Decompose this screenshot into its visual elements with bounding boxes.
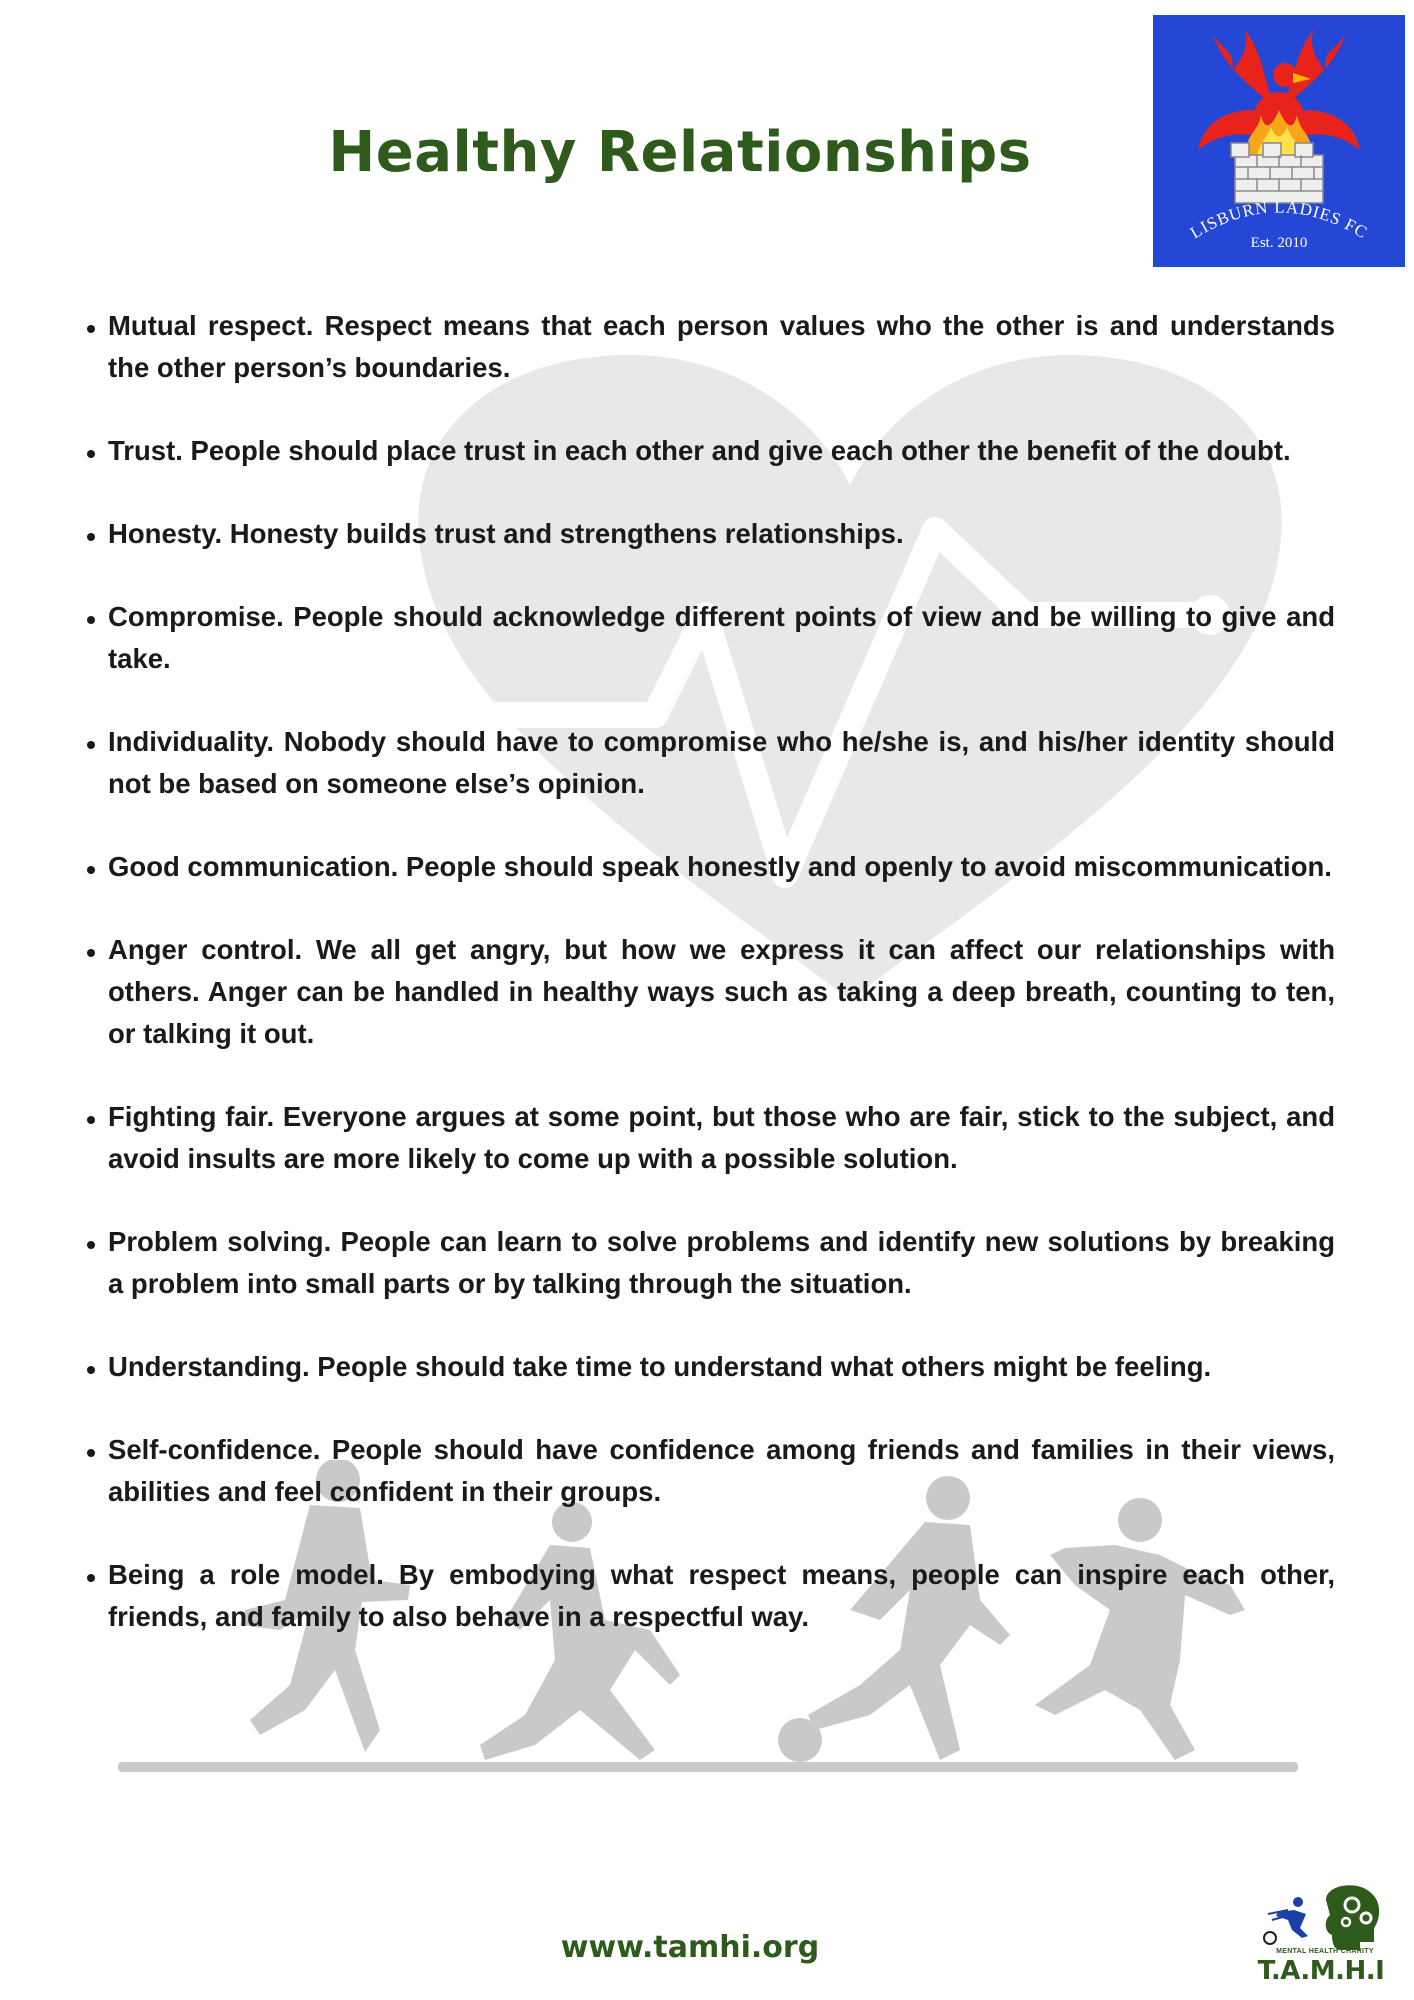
list-item: Good communication. People should speak honestly and openly to avoid miscommunication. bbox=[85, 846, 1335, 888]
list-item: Understanding. People should take time to understand what others might be feeling. bbox=[85, 1346, 1335, 1388]
list-item: Anger control. We all get angry, but how we express it can affect our relationships with others. Anger can be handled in healthy ways such as taking a deep breath, counting to ten, or talking it out. bbox=[85, 929, 1335, 1055]
list-item: Problem solving. People can learn to solve problems and identify new solutions by breaking a problem into small parts or by talking through the situation. bbox=[85, 1221, 1335, 1305]
website-link[interactable]: www.tamhi.org bbox=[560, 1930, 820, 1965]
list-item: Individuality. Nobody should have to compromise who he/she is, and his/her identity should not be based on someone else’s opinion. bbox=[85, 721, 1335, 805]
lisburn-ladies-crest bbox=[1153, 15, 1405, 267]
list-item: Self-confidence. People should have confidence among friends and families in their views, abilities and feel confident in their groups. bbox=[85, 1429, 1335, 1513]
list-item: Fighting fair. Everyone argues at some point, but those who are fair, stick to the subject, and avoid insults are more likely to come up with a possible solution. bbox=[85, 1096, 1335, 1180]
list-item: Trust. People should place trust in each other and give each other the benefit of the doubt. bbox=[85, 430, 1335, 472]
list-item: Honesty. Honesty builds trust and strengthens relationships. bbox=[85, 513, 1335, 555]
list-item: Mutual respect. Respect means that each person values who the other is and understands the other person’s boundaries. bbox=[85, 305, 1335, 389]
crest-club-name: LISBURN LADIES FC bbox=[1186, 197, 1372, 243]
logo-name: T.A.M.H.I bbox=[1257, 1956, 1385, 1986]
crest-est-year: Est. 2010 bbox=[1250, 235, 1308, 251]
phoenix-castle-icon bbox=[1153, 15, 1405, 267]
list-item: Being a role model. By embodying what respect means, people can inspire each other, friends, and family to also behave in a respectful way. bbox=[85, 1554, 1335, 1638]
list-item: Compromise. People should acknowledge different points of view and be willing to give and take. bbox=[85, 596, 1335, 680]
logo-tagline: MENTAL HEALTH CHARITY bbox=[1276, 1948, 1374, 1955]
relationship-points-list bbox=[85, 305, 1335, 1679]
page-title: Healthy Relationships bbox=[328, 120, 1032, 185]
